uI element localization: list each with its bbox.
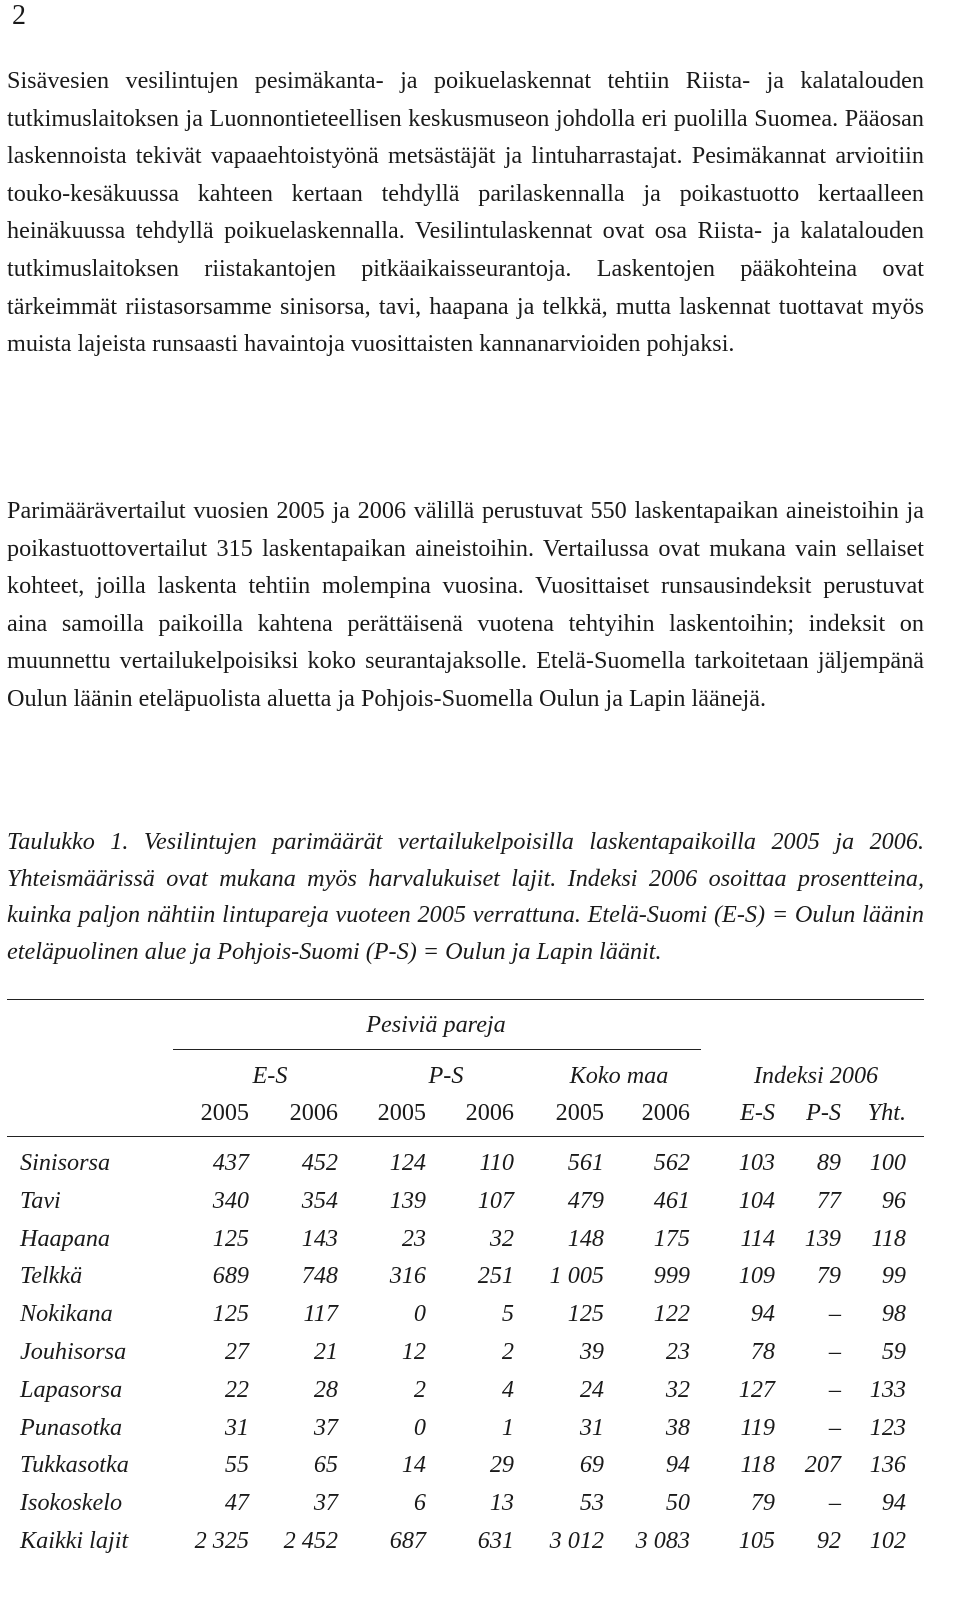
- table-cell: 175: [653, 1224, 690, 1252]
- table-cell: 139: [804, 1224, 841, 1252]
- species-name: Haapana: [20, 1224, 111, 1252]
- table-cell: 139: [389, 1186, 426, 1214]
- table-cell: 50: [665, 1489, 690, 1517]
- species-name: Tavi: [20, 1186, 61, 1214]
- year-header: 2006: [641, 1099, 690, 1126]
- table-cell: 94: [665, 1451, 690, 1479]
- table-cell: 104: [738, 1186, 775, 1214]
- year-header: 2005: [200, 1099, 249, 1126]
- table-cell: 99: [881, 1262, 906, 1290]
- table-cell: 687: [389, 1527, 426, 1554]
- table-cell: –: [828, 1300, 841, 1328]
- table-cell: 37: [313, 1413, 338, 1441]
- year-header: 2005: [555, 1099, 604, 1126]
- table-cell: –: [828, 1489, 841, 1517]
- species-name: Isokoskelo: [20, 1489, 123, 1517]
- table-cell: 124: [389, 1149, 426, 1176]
- table-cell: 148: [567, 1224, 604, 1252]
- table-cell: 2 452: [283, 1527, 338, 1554]
- table-cell: 133: [869, 1375, 906, 1403]
- table-cell: 562: [653, 1149, 690, 1176]
- index-header: Indeksi 2006: [753, 1062, 879, 1089]
- table-cell: 452: [301, 1149, 338, 1176]
- table-cell: 38: [665, 1413, 690, 1441]
- table-cell: 999: [653, 1262, 690, 1290]
- table-cell: 94: [750, 1300, 775, 1328]
- species-name: Nokikana: [20, 1300, 113, 1328]
- table-cell: 22: [224, 1375, 249, 1403]
- table-cell: 110: [479, 1149, 514, 1176]
- table-cell: 748: [301, 1262, 338, 1290]
- table-cell: 136: [869, 1451, 906, 1479]
- table-cell: 5: [501, 1300, 514, 1328]
- paragraph-methods: Parimäärävertailut vuosien 2005 ja 2006 välillä perustuvat 550 laskentapaikan aineistoihin ja poikastuottovertailut 315 laskentapaikan aineistoihin. Vertailussa ovat mukana vain sellaiset kohteet, joilla laskenta tehtiin molempina vuosina. Vuosittaiset runsausindeksit perustuvat aina samoilla paikoilla kahtena perättäisenä vuotena tehtyihin laskentoihin; indeksit on muunnettu vertailukelpoisiksi koko seurantajaksolle. Etelä-Suomella tarkoitetaan jäljempänä Oulun läänin eteläpuolista aluetta ja Pohjois-Suomella Oulun ja Lapin läänejä.: [7, 497, 924, 712]
- table-cell: 117: [303, 1300, 338, 1328]
- table-cell: 79: [816, 1262, 841, 1290]
- table-cell: 100: [869, 1149, 906, 1176]
- table-cell: 53: [579, 1489, 604, 1517]
- table-cell: 79: [750, 1489, 775, 1517]
- table-cell: 3 012: [549, 1527, 604, 1554]
- table-cell: 1: [501, 1413, 514, 1441]
- table-cell: 2 325: [194, 1527, 249, 1554]
- table-cell: 32: [489, 1224, 514, 1252]
- page-number: 2: [12, 0, 26, 31]
- table-cell: 27: [224, 1338, 249, 1365]
- table-cell: 2: [413, 1375, 426, 1403]
- table-cell: 127: [738, 1375, 775, 1403]
- year-header: 2005: [377, 1099, 426, 1126]
- table-cell: 123: [869, 1413, 906, 1441]
- year-header: 2006: [289, 1099, 338, 1126]
- table-cell: 561: [567, 1149, 604, 1176]
- table-cell: 24: [579, 1375, 604, 1403]
- table-cell: 2: [501, 1338, 514, 1365]
- table-cell: 77: [816, 1186, 841, 1214]
- species-name: Telkkä: [20, 1262, 83, 1290]
- table-cell: 4: [501, 1375, 514, 1403]
- table-cell: 12: [401, 1338, 426, 1365]
- table-cell: 689: [212, 1262, 249, 1290]
- table-cell: 21: [313, 1338, 338, 1365]
- table-cell: 118: [871, 1224, 906, 1252]
- index-col-header: E-S: [740, 1099, 775, 1126]
- table-cell: 14: [401, 1451, 426, 1479]
- table-cell: 437: [212, 1149, 249, 1176]
- table-cell: 94: [881, 1489, 906, 1517]
- table-cell: 143: [301, 1224, 338, 1252]
- paragraph-intro: Sisävesien vesilintujen pesimäkanta- ja poikuelaskennat tehtiin Riista- ja kalatalouden tutkimuslaitoksen ja Luonnontieteellisen keskusmuseon johdolla eri puolilla Suomea. Pääosan laskennoista tekivät vapaaehtoistyönä metsästäjät ja lintuharrastajat. Pesimäkannat arvioitiin touko-kesäkuussa kahteen kertaan tehdyllä parilaskennalla ja poikastuotto kertaalleen heinäkuussa tehdyllä poikuelaskennalla. Vesilintulaskennat ovat osa Riista- ja kalatalouden tutkimuslaitoksen riistakantojen pitkäaikaisseurantoja. Laskentojen pääkohteina ovat tärkeimmät riistasorsamme sinisorsa, tavi, haapana ja telkkä, mutta laskennat tuottavat myös muista lajeista runsaasti havaintoja vuosittaisten kannanarvioiden pohjaksi.: [7, 67, 924, 358]
- table-cell: 92: [816, 1527, 841, 1554]
- table-cell: 251: [477, 1262, 514, 1290]
- table-cell: 47: [224, 1489, 249, 1517]
- table-cell: 23: [401, 1224, 426, 1252]
- index-col-header: P-S: [806, 1099, 841, 1126]
- table-cell: 13: [489, 1489, 514, 1517]
- region-header: Koko maa: [569, 1062, 669, 1089]
- table-cell: 107: [477, 1186, 514, 1214]
- table-cell: 340: [212, 1186, 249, 1214]
- table-cell: 96: [881, 1186, 906, 1214]
- table-cell: 31: [224, 1413, 249, 1441]
- table-cell: 114: [740, 1224, 775, 1252]
- table-caption: Taulukko 1. Vesilintujen parimäärät vertailukelpoisilla laskentapaikoilla 2005 ja 2006. Yhteismäärissä ovat mukana myös harvalukuiset lajit. Indeksi 2006 osoittaa prosentteina, kuinka paljon nähtiin lintupareja vuoteen 2005 verrattuna. Etelä-Suomi (E-S) = Oulun läänin eteläpuolinen alue ja Pohjois-Suomi (P-S) = Oulun ja Lapin läänit.: [7, 828, 924, 965]
- table-cell: 119: [740, 1413, 775, 1441]
- table-cell: 103: [738, 1149, 775, 1176]
- table-cell: 125: [567, 1300, 604, 1328]
- table-cell: 0: [413, 1300, 426, 1328]
- table-cell: 6: [413, 1489, 426, 1517]
- table-cell: 109: [738, 1262, 775, 1290]
- table-cell: 69: [579, 1451, 604, 1479]
- species-name: Jouhisorsa: [20, 1338, 127, 1365]
- table-cell: 23: [665, 1338, 690, 1365]
- table-cell: –: [828, 1413, 841, 1441]
- species-name: Kaikki lajit: [20, 1527, 129, 1554]
- table-cell: 461: [653, 1186, 690, 1214]
- table-cell: –: [828, 1375, 841, 1403]
- region-header: P-S: [428, 1062, 464, 1089]
- table-cell: 55: [224, 1451, 249, 1479]
- species-name: Punasotka: [20, 1413, 123, 1441]
- species-name: Tukkasotka: [20, 1451, 129, 1479]
- group-header: Pesiviä pareja: [366, 1011, 506, 1038]
- table-cell: 28: [313, 1375, 338, 1403]
- table-cell: –: [828, 1338, 841, 1365]
- table-cell: 631: [477, 1527, 514, 1554]
- year-header: 2006: [465, 1099, 514, 1126]
- table-cell: 98: [881, 1300, 906, 1328]
- table-cell: 32: [665, 1375, 690, 1403]
- table-cell: 39: [579, 1338, 604, 1365]
- table-cell: 37: [313, 1489, 338, 1517]
- table-cell: 354: [301, 1186, 338, 1214]
- table-cell: 207: [804, 1451, 841, 1479]
- table-cell: 125: [212, 1300, 249, 1328]
- table-cell: 479: [567, 1186, 604, 1214]
- table-cell: 31: [579, 1413, 604, 1441]
- table-cell: 1 005: [549, 1262, 604, 1290]
- table-cell: 89: [816, 1149, 841, 1176]
- region-header: E-S: [252, 1062, 288, 1089]
- table-cell: 78: [750, 1338, 775, 1365]
- table-cell: 65: [313, 1451, 338, 1479]
- table-cell: 105: [738, 1527, 775, 1554]
- table-cell: 316: [389, 1262, 426, 1290]
- table-cell: 29: [489, 1451, 514, 1479]
- index-col-header: Yht.: [867, 1099, 906, 1126]
- table-cell: 3 083: [635, 1527, 690, 1554]
- table-cell: 125: [212, 1224, 249, 1252]
- table-cell: 122: [653, 1300, 690, 1328]
- species-name: Sinisorsa: [20, 1149, 111, 1176]
- table-cell: 118: [740, 1451, 775, 1479]
- table-cell: 0: [413, 1413, 426, 1441]
- table-cell: 102: [869, 1527, 906, 1554]
- table-cell: 59: [881, 1338, 906, 1365]
- species-name: Lapasorsa: [20, 1375, 123, 1403]
